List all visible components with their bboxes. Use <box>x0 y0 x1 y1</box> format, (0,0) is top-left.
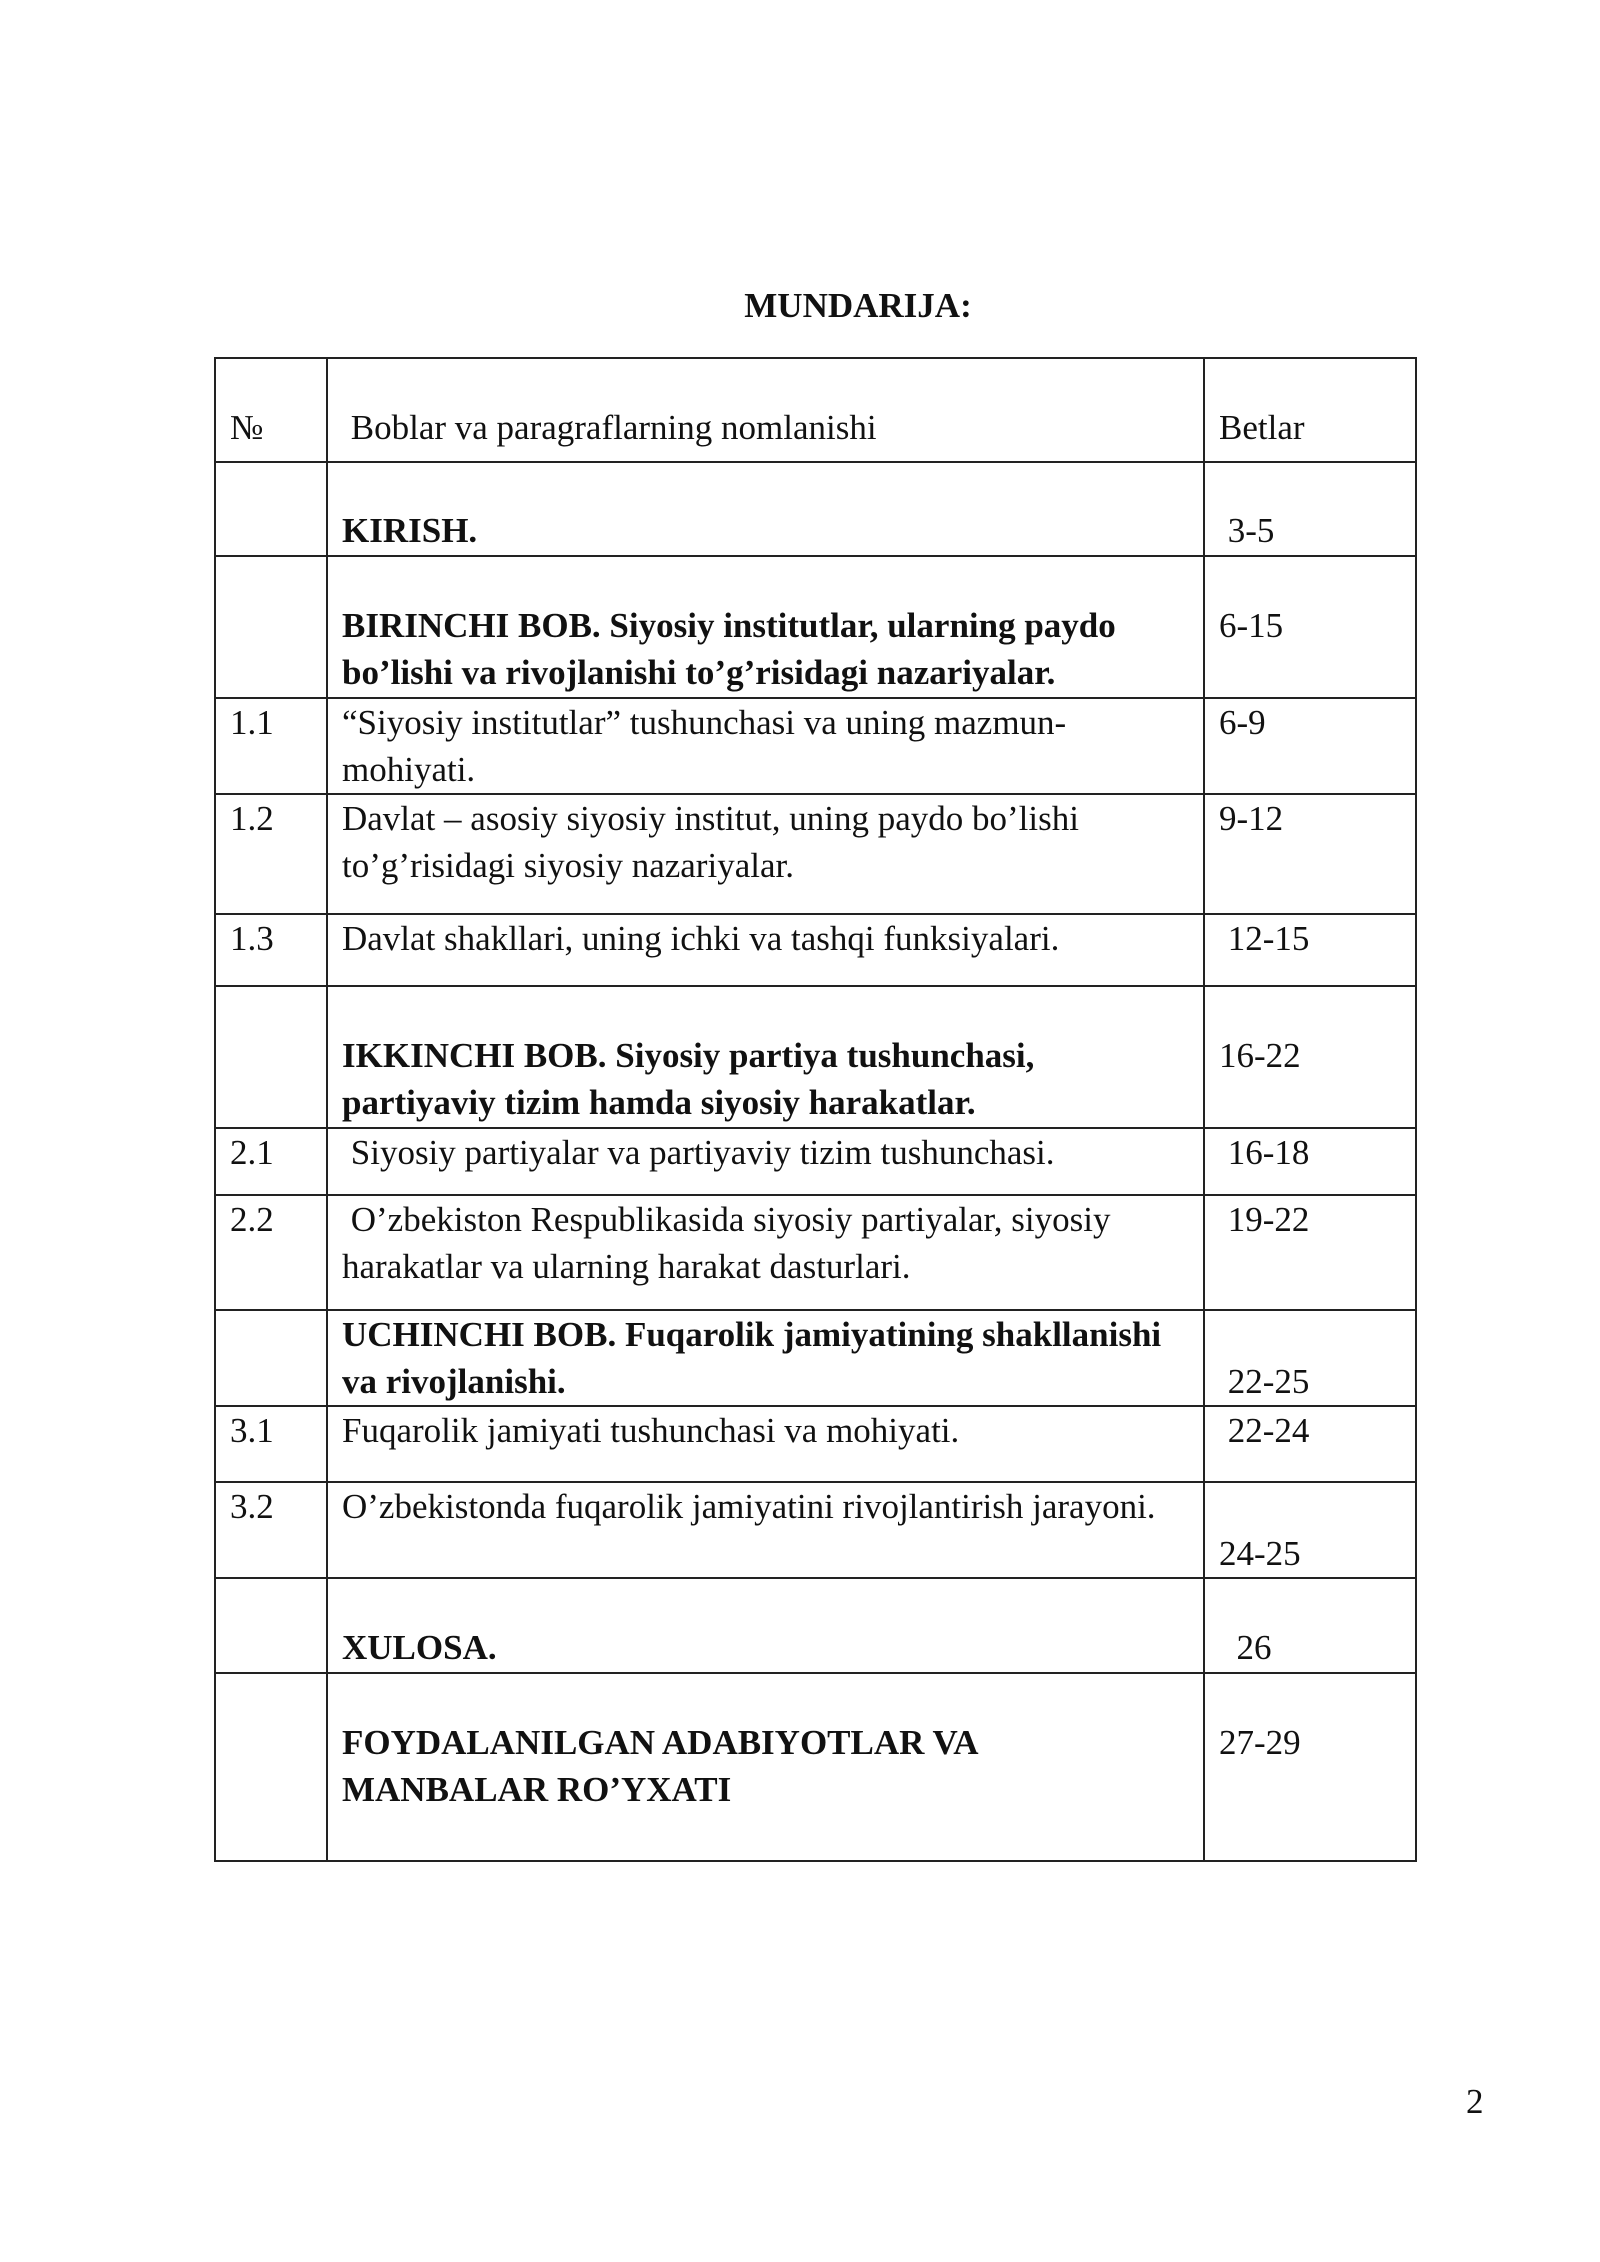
row-pages: 3-5 <box>1204 462 1416 556</box>
row-title: UCHINCHI BOB. Fuqarolik jamiyatining shakllanishi va rivojlanishi. <box>327 1310 1204 1406</box>
row-pages: 26 <box>1204 1578 1416 1673</box>
table-row <box>215 1406 1416 1482</box>
row-number <box>215 1673 327 1861</box>
row-number: 2.1 <box>215 1128 327 1195</box>
row-pages: 16-18 <box>1204 1128 1416 1195</box>
row-number <box>215 1310 327 1406</box>
row-pages: 19-22 <box>1204 1195 1416 1310</box>
header-section-title: Boblar va paragraflarning nomlanishi <box>327 358 1204 462</box>
row-title: IKKINCHI BOB. Siyosiy partiya tushunchasi, partiyaviy tizim hamda siyosiy harakatlar. <box>327 986 1204 1128</box>
row-number: 1.2 <box>215 794 327 914</box>
row-number: 1.3 <box>215 914 327 986</box>
row-number: 3.1 <box>215 1406 327 1482</box>
table-row <box>215 462 1416 556</box>
row-title: BIRINCHI BOB. Siyosiy institutlar, ularning paydo bo’lishi va rivojlanishi to’g’risidagi nazariyalar. <box>327 556 1204 698</box>
row-pages: 22-25 <box>1204 1310 1416 1406</box>
row-number: 2.2 <box>215 1195 327 1310</box>
table-row <box>215 1482 1416 1578</box>
row-number <box>215 986 327 1128</box>
row-number <box>215 462 327 556</box>
row-number <box>215 556 327 698</box>
row-pages: 6-15 <box>1204 556 1416 698</box>
row-title: Davlat – asosiy siyosiy institut, uning paydo bo’lishi to’g’risidagi siyosiy nazariyalar. <box>327 794 1204 914</box>
row-pages: 16-22 <box>1204 986 1416 1128</box>
row-title: Fuqarolik jamiyati tushunchasi va mohiyati. <box>327 1406 1204 1482</box>
row-title: “Siyosiy institutlar” tushunchasi va uning mazmun-mohiyati. <box>327 698 1204 794</box>
row-pages: 27-29 <box>1204 1673 1416 1861</box>
row-title: Siyosiy partiyalar va partiyaviy tizim tushunchasi. <box>327 1128 1204 1195</box>
row-title: Davlat shakllari, uning ichki va tashqi funksiyalari. <box>327 914 1204 986</box>
row-pages: 12-15 <box>1204 914 1416 986</box>
table-header-row <box>215 358 1416 462</box>
table-row <box>215 556 1416 698</box>
row-title: O’zbekiston Respublikasida siyosiy partiyalar, siyosiy harakatlar va ularning harakat dasturlari. <box>327 1195 1204 1310</box>
table-row <box>215 1195 1416 1310</box>
row-title: XULOSA. <box>327 1578 1204 1673</box>
row-number <box>215 1578 327 1673</box>
row-number: 3.2 <box>215 1482 327 1578</box>
table-row <box>215 794 1416 914</box>
row-number: 1.1 <box>215 698 327 794</box>
row-title: FOYDALANILGAN ADABIYOTLAR VA MANBALAR RO’YXATI <box>327 1673 1204 1861</box>
table-row <box>215 1128 1416 1195</box>
row-pages: 24-25 <box>1204 1482 1416 1578</box>
page-title: MUNDARIJA: <box>744 286 972 325</box>
row-title: O’zbekistonda fuqarolik jamiyatini rivojlantirish jarayoni. <box>327 1482 1204 1578</box>
page-number: 2 <box>1466 2082 1484 2121</box>
table-row <box>215 1673 1416 1861</box>
row-pages: 6-9 <box>1204 698 1416 794</box>
table-row <box>215 1578 1416 1673</box>
table-row <box>215 986 1416 1128</box>
table-of-contents <box>214 357 1417 1862</box>
table-row <box>215 698 1416 794</box>
row-title: KIRISH. <box>327 462 1204 556</box>
row-pages: 9-12 <box>1204 794 1416 914</box>
table-row <box>215 1310 1416 1406</box>
header-number: № <box>215 358 327 462</box>
header-pages: Betlar <box>1204 358 1416 462</box>
row-pages: 22-24 <box>1204 1406 1416 1482</box>
table-row <box>215 914 1416 986</box>
